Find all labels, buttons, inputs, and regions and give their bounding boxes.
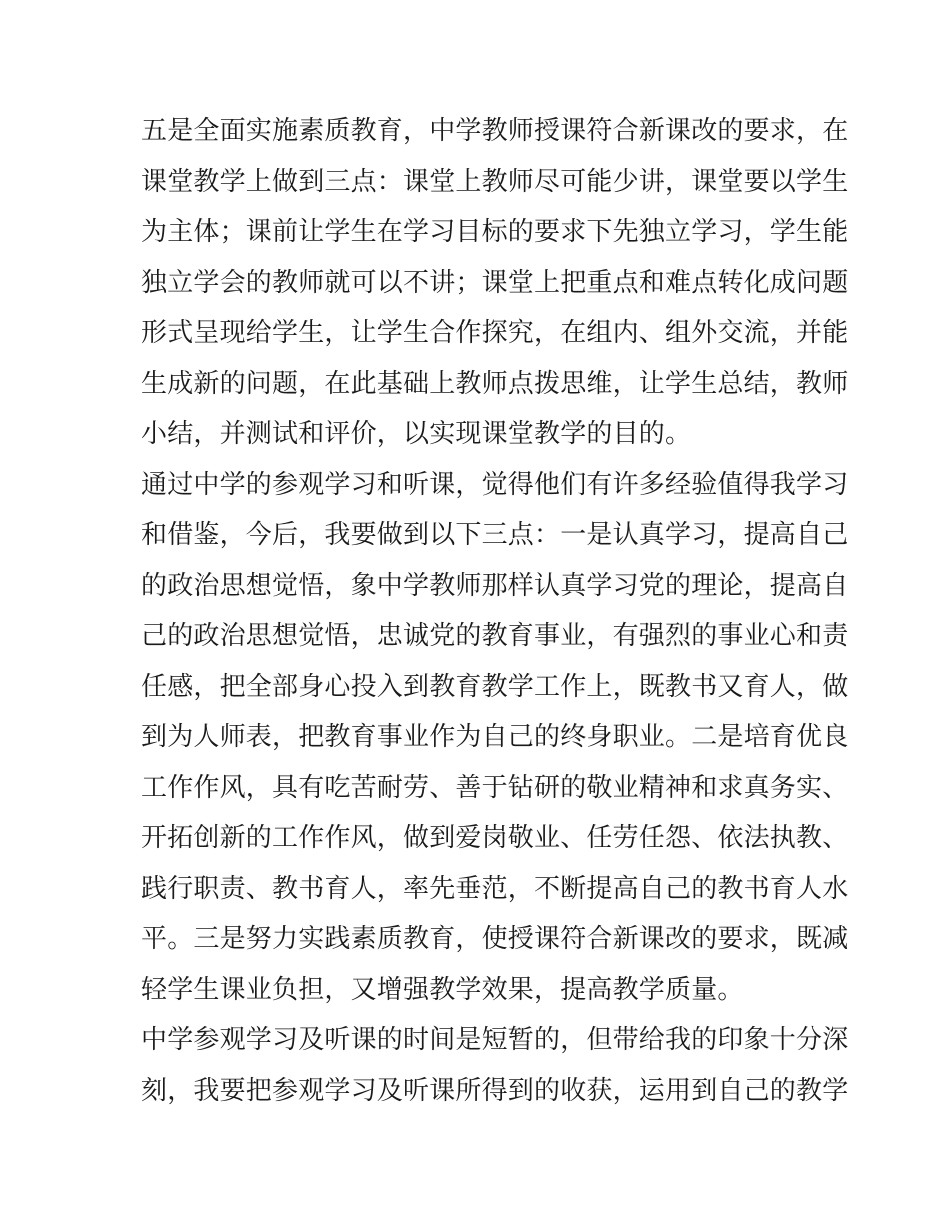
text-line: 通过中学的参观学习和听课，觉得他们有许多经验值得我学习	[141, 469, 849, 500]
text-line: 到为人师表，把教育事业作为自己的终身职业。二是培育优良	[141, 722, 849, 752]
text-line: 形式呈现给学生，让学生合作探究，在组内、组外交流，并能	[141, 318, 849, 348]
text-line: 的政治思想觉悟，象中学教师那样认真学习党的理论，提高自	[141, 570, 849, 601]
text-line: 和借鉴，今后，我要做到以下三点：一是认真学习，提高自己	[141, 520, 849, 550]
text-line: 开拓创新的工作作风，做到爱岗敬业、任劳任怨、依法执教、	[141, 823, 849, 853]
text-line: 独立学会的教师就可以不讲；课堂上把重点和难点转化成问题	[141, 267, 849, 298]
text-line: 工作作风，具有吃苦耐劳、善于钻研的敬业精神和求真务实、	[141, 772, 849, 803]
text-line: 生成新的问题，在此基础上教师点拨思维，让学生总结，教师	[141, 368, 849, 399]
body-text	[141, 106, 849, 1116]
text-line: 己的政治思想觉悟，忠诚党的教育事业，有强烈的事业心和责	[141, 621, 849, 651]
text-line: 平。三是努力实践素质教育，使授课符合新课改的要求，既减	[141, 924, 849, 954]
text-line: 刻，我要把参观学习及听课所得到的收获，运用到自己的教学	[141, 1075, 849, 1106]
text-line: 任感，把全部身心投入到教育教学工作上，既教书又育人，做	[141, 671, 849, 702]
text-line: 践行职责、教书育人，率先垂范，不断提高自己的教书育人水	[141, 873, 849, 904]
text-line: 课堂教学上做到三点：课堂上教师尽可能少讲，课堂要以学生	[141, 166, 849, 197]
text-line: 轻学生课业负担，又增强教学效果，提高教学质量。	[141, 974, 744, 1005]
text-line: 中学参观学习及听课的时间是短暂的，但带给我的印象十分深	[141, 1025, 849, 1055]
text-line: 五是全面实施素质教育，中学教师授课符合新课改的要求，在	[141, 116, 849, 146]
text-line: 小结，并测试和评价，以实现课堂教学的目的。	[141, 419, 692, 449]
text-line: 为主体；课前让学生在学习目标的要求下先独立学习，学生能	[141, 217, 849, 247]
